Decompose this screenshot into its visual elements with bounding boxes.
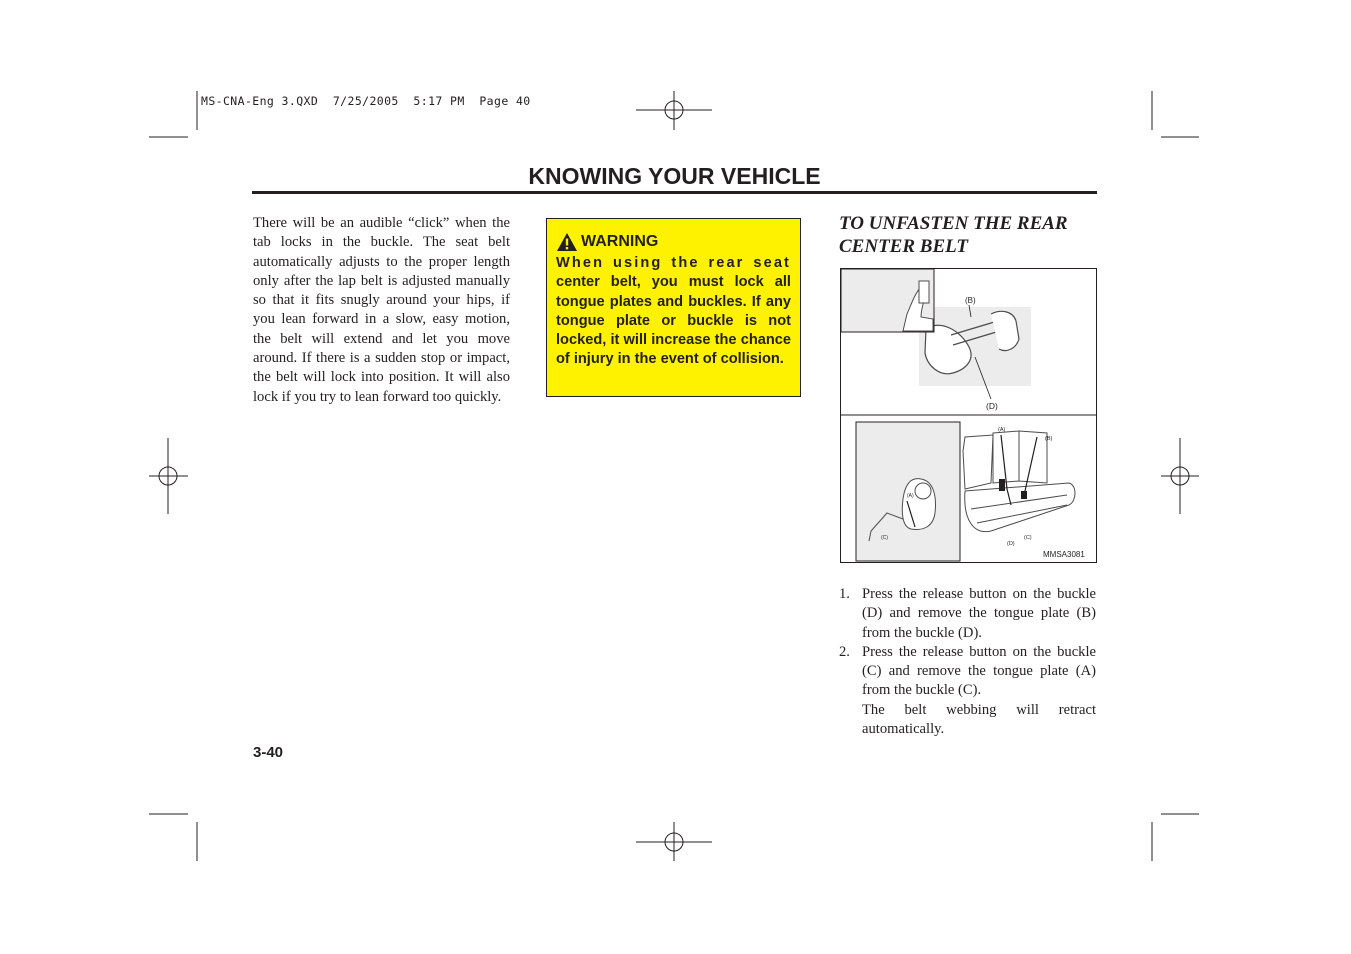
warning-lead: When using the rear seat bbox=[556, 255, 791, 271]
warning-body: center belt, you must lock all tongue plates and buckles. If any tongue plate or buckle is not locked, it will increase the chance of injury in the event of collision. bbox=[556, 274, 791, 368]
figure-code: MMSA3081 bbox=[1043, 550, 1085, 559]
list-item bbox=[839, 585, 1096, 643]
steps-list bbox=[839, 585, 1096, 739]
rear-seat-drawing bbox=[963, 431, 1075, 532]
print-slug bbox=[201, 94, 531, 108]
slug-page-no: 40 bbox=[515, 94, 531, 108]
title-rule bbox=[252, 191, 1097, 194]
label-bottom-d: (D) bbox=[1007, 541, 1015, 547]
slug-date: 7/25/2005 bbox=[332, 94, 399, 108]
slug-page-word: Page bbox=[479, 94, 509, 108]
illustration-drawing bbox=[841, 269, 1096, 562]
step-text: Press the release button on the buckle (C) and remove the tongue plate (A) from the buckle (C). bbox=[862, 643, 1096, 699]
slug-file: MS-CNA-Eng 3.QXD bbox=[201, 94, 319, 108]
list-item bbox=[839, 643, 1096, 739]
label-top-d: (D) bbox=[986, 401, 998, 411]
seat-belt-illustration bbox=[840, 268, 1097, 563]
step-number: 2. bbox=[839, 643, 850, 660]
label-top-b: (B) bbox=[965, 296, 976, 305]
label-bottom-b: (B) bbox=[1045, 436, 1053, 442]
page-title: KNOWING YOUR VEHICLE bbox=[528, 163, 821, 189]
inset-label-c: (C) bbox=[881, 535, 888, 541]
warning-box bbox=[546, 218, 801, 397]
warning-text bbox=[556, 254, 791, 370]
warning-triangle-icon bbox=[556, 232, 578, 252]
step-note: The belt webbing will retract automatically. bbox=[862, 701, 1096, 738]
step-text: Press the release button on the buckle (D) and remove the tongue plate (B) from the buckle (D). bbox=[862, 586, 1096, 641]
left-paragraph: There will be an audible “click” when the tab locks in the buckle. The seat belt automatically adjusts to the proper length only after the lap belt is adjusted manually so that it fits snugly around your hips, if you lean forward in a slow, easy motion, the belt will extend and let you move around. If there is a sudden stop or impact, the belt will lock into position. It will also lock if you try to lean forward too quickly. bbox=[253, 215, 510, 405]
slug-time: 5:17 PM bbox=[413, 94, 465, 108]
warning-label: WARNING bbox=[581, 233, 659, 250]
step-number: 1. bbox=[839, 586, 850, 602]
section-heading bbox=[839, 212, 1097, 258]
label-bottom-c: (C) bbox=[1024, 535, 1032, 541]
inset-label-a: (A) bbox=[907, 493, 914, 499]
page-number: 3-40 bbox=[253, 744, 284, 761]
section-heading-line2: CENTER BELT bbox=[839, 236, 968, 257]
label-bottom-a: (A) bbox=[998, 427, 1006, 433]
section-heading-line1: TO UNFASTEN THE REAR bbox=[839, 213, 1068, 234]
warning-header bbox=[556, 230, 791, 254]
